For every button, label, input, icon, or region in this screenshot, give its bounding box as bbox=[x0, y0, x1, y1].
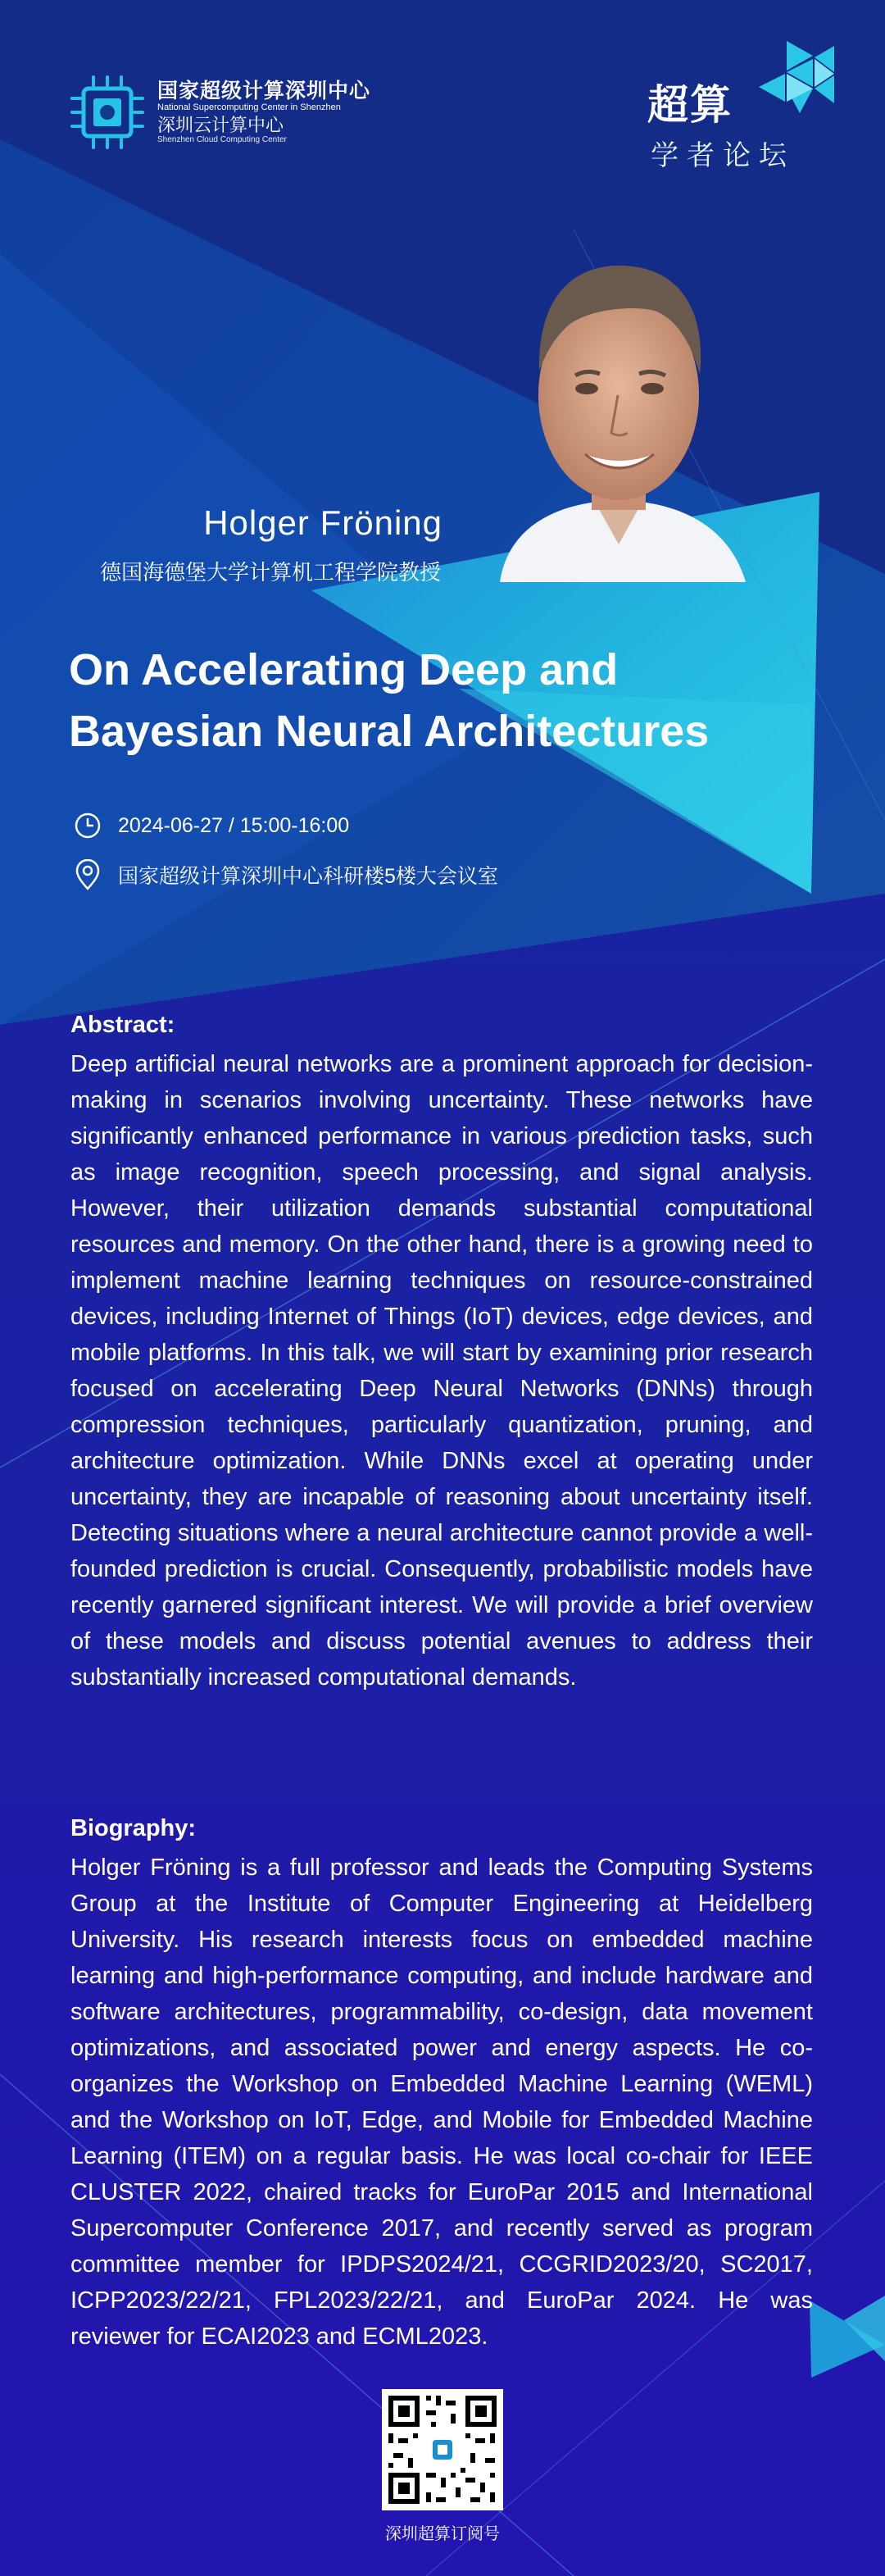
abstract-text: Deep artificial neural networks are a prominent approach for decision-making in scenarios involving uncertainty. These networks have significantly enhanced performance in various prediction tasks, such as image recognition, speech processing, and signal analysis. However, their utilization demands substantial computational resources and memory. On the other hand, there is a growing need to implement machine learning techniques on resource-constrained devices, including Internet of Things (IoT) devices, edge devices, and mobile platforms. In this talk, we will start by examining prior research focused on accelerating Deep Neural Networks (DNNs) through compression techniques, particularly quantization, pruning, and architecture optimization. While DNNs excel at operating under uncertainty, they are incapable of reasoning about uncertainty itself. Detecting situations where a neural architecture cannot provide a well-founded prediction is crucial. Consequently, probabilistic models have recently garnered significant interest. We will provide a brief overview of these models and discuss potential avenues to address their substantially increased computational demands. bbox=[70, 1051, 813, 1691]
abstract-heading: Abstract: bbox=[70, 1012, 175, 1038]
speaker-title: 德国海德堡大学计算机工程学院教授 bbox=[99, 560, 441, 585]
forum-title: 超算 bbox=[647, 82, 733, 128]
center-name-en: National Supercomputing Center in Shenzhen bbox=[157, 102, 341, 113]
speaker-name: Holger Fröning bbox=[203, 503, 442, 542]
talk-datetime-row bbox=[74, 812, 349, 840]
center-name-cn: 国家超级计算深圳中心 bbox=[157, 79, 371, 102]
biography-heading: Biography: bbox=[70, 1815, 197, 1841]
chip-icon bbox=[69, 74, 146, 151]
nscc-shenzhen-logo bbox=[69, 74, 370, 151]
qr-caption: 深圳超算订阅号 bbox=[385, 2525, 500, 2543]
center-subname-cn: 深圳云计算中心 bbox=[157, 115, 284, 136]
talk-title-line2: Bayesian Neural Architectures bbox=[69, 707, 710, 756]
forum-logo bbox=[647, 39, 836, 171]
talk-datetime: 2024-06-27 / 15:00-16:00 bbox=[118, 813, 350, 837]
biography-text: Holger Fröning is a full professor and leads the Computing Systems Group at the Institute of Computer Engineering at Heidelberg University. His research interests focus on embedded machine learning and high-performance computing, and include hardware and software architectures, programmability, co-design, data movement optimizations, and associated power and energy aspects. He co-organizes the Workshop on Embedded Machine Learning (WEML) and the Workshop on IoT, Edge, and Mobile for Embedded Machine Learning (ITEM) on a regular basis. He was local co-chair for IEEE CLUSTER 2022, chaired tracks for EuroPar 2015 and International Supercomputer Conference 2017, and recently served as program committee member for IPDPS2024/21, CCGRID2023/20, SC2017, ICPP2023/22/21, FPL2023/22/21, and EuroPar 2024. He was reviewer for ECAI2023 and ECML2023. bbox=[70, 1855, 813, 2350]
talk-title-line1: On Accelerating Deep and bbox=[69, 645, 619, 694]
clock-icon bbox=[74, 812, 102, 840]
talk-location-row bbox=[74, 859, 498, 890]
talk-title bbox=[69, 639, 806, 762]
location-pin-icon bbox=[74, 859, 102, 890]
forum-subtitle: 学者论坛 bbox=[651, 140, 795, 171]
triangle-mosaic-icon bbox=[751, 39, 836, 130]
talk-location: 国家超级计算深圳中心科研楼5楼大会议室 bbox=[118, 865, 498, 888]
speaker-portrait bbox=[483, 239, 754, 582]
center-subname-en: Shenzhen Cloud Computing Center bbox=[157, 135, 287, 145]
qr-code-icon bbox=[382, 2389, 503, 2510]
